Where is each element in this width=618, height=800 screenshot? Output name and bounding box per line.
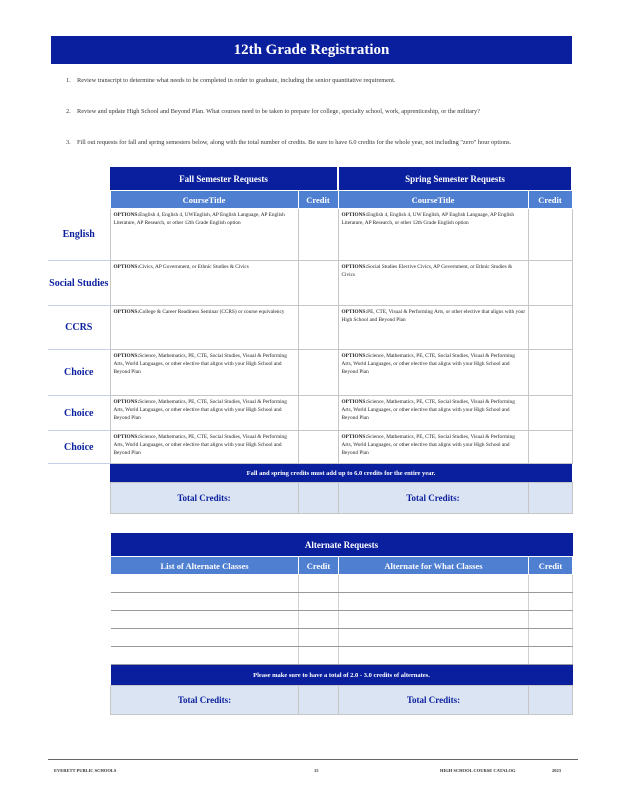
fall-credit-cell[interactable] [298, 261, 338, 306]
alt-list-header: List of Alternate Classes [111, 557, 299, 575]
credits-note: Fall and spring credits must add up to 6.0 credits for the entire year. [110, 464, 572, 483]
page-title: 12th Grade Registration [51, 36, 572, 64]
alt-credit-cell[interactable] [529, 593, 573, 611]
alternate-header: Alternate Requests [111, 533, 573, 557]
alt-for-cell[interactable] [339, 647, 529, 665]
fall-credit-cell[interactable] [298, 396, 338, 431]
alt-credit-cell[interactable] [529, 647, 573, 665]
spring-total-credits-field[interactable] [528, 483, 572, 514]
spring-course-cell[interactable]: OPTIONS:Science, Mathematics, PE, CTE, Social Studies, Visual & Performing Arts, World Languages, or other elective that aligns with your High School and Beyond Plan [338, 350, 528, 396]
alt-class-cell[interactable] [111, 629, 299, 647]
alt-class-cell[interactable] [111, 593, 299, 611]
instruction-3: 3. Fill out requests for fall and spring semesters below, along with the total number of credits. Be sure to have 6.0 credits for the whole year, not including "zero" hour options. [66, 139, 512, 146]
alt-for-cell[interactable] [339, 611, 529, 629]
instruction-1: 1. Review transcript to determine what needs to be completed in order to graduate, including the senior quantitative requirement. [66, 77, 396, 84]
fall-header: Fall Semester Requests [110, 167, 338, 191]
table-row [48, 261, 572, 306]
spring-credit-cell[interactable] [528, 209, 572, 261]
fall-course-cell[interactable]: OPTIONS:English 4, English 4, UWEnglish, AP English Language, AP English Literature, AP Research, or other 12th Grade English option [110, 209, 298, 261]
spring-course-cell[interactable]: OPTIONS:English 4, English 4, UW English, AP English Language, AP English Literature, AP Research, or other 12th Grade English option [338, 209, 528, 261]
fall-credit-cell[interactable] [298, 209, 338, 261]
alt-credit-cell[interactable] [299, 647, 339, 665]
alt-credit-cell[interactable] [299, 611, 339, 629]
spring-course-cell[interactable]: OPTIONS:Social Studies Elective Civics, AP Government, or Ethnic Studies & Civics [338, 261, 528, 306]
subject-label: English [48, 209, 110, 261]
fall-credit-cell[interactable] [298, 431, 338, 464]
footer-district: EVERETT PUBLIC SCHOOLS [54, 768, 117, 773]
instruction-2: 2. Review and update High School and Beyond Plan. What courses need to be taken to prepare for college, specialty school, work, apprenticeship, or the military? [66, 108, 480, 115]
alt-total-credits-label: Total Credits: [111, 686, 299, 715]
fall-course-cell[interactable]: OPTIONS:Science, Mathematics, PE, CTE, Social Studies, Visual & Performing Arts, World Languages, or other elective that aligns with your High School and Beyond Plan [110, 431, 298, 464]
semester-requests-table [48, 167, 573, 514]
alt-for-cell[interactable] [339, 629, 529, 647]
table-row [48, 350, 572, 396]
table-row [111, 611, 573, 629]
spring-credit-header: Credit [528, 191, 572, 209]
footer-catalog: HIGH SCHOOL COURSE CATALOG [440, 768, 516, 773]
table-row [111, 593, 573, 611]
alt-credit-header: Credit [299, 557, 339, 575]
fall-course-cell[interactable]: OPTIONS:Science, Mathematics, PE, CTE, Social Studies, Visual & Performing Arts, World Languages, or other elective that aligns with your High School and Beyond Plan [110, 350, 298, 396]
subject-label: Choice [48, 350, 110, 396]
table-row [111, 629, 573, 647]
alt-total-credits-field[interactable] [299, 686, 339, 715]
fall-total-credits-label: Total Credits: [110, 483, 298, 514]
alt-for-cell[interactable] [339, 575, 529, 593]
spring-course-title-header: CourseTitle [338, 191, 528, 209]
fall-credit-header: Credit [298, 191, 338, 209]
footer-divider [48, 759, 578, 760]
alt-class-cell[interactable] [111, 647, 299, 665]
alt-credit-cell[interactable] [299, 629, 339, 647]
fall-course-title-header: CourseTitle [110, 191, 298, 209]
alt-credit-cell[interactable] [299, 575, 339, 593]
spring-course-cell[interactable]: OPTIONS:PE, CTE, Visual & Performing Arts, or other elective that aligns with your High School and Beyond Plan [338, 306, 528, 350]
alt-class-cell[interactable] [111, 575, 299, 593]
table-row [48, 431, 572, 464]
alt-credit-cell[interactable] [299, 593, 339, 611]
alternates-note: Please make sure to have a total of 2.0 - 3.0 credits of alternates. [111, 665, 573, 686]
fall-course-cell[interactable]: OPTIONS:Civics, AP Government, or Ethnic Studies & Civics [110, 261, 298, 306]
subject-label: Social Studies [48, 261, 110, 306]
subject-label: Choice [48, 396, 110, 431]
table-row [111, 575, 573, 593]
alt-credit-cell[interactable] [529, 611, 573, 629]
table-row [48, 396, 572, 431]
table-row [48, 306, 572, 350]
alt-total-credits-label-2: Total Credits: [339, 686, 529, 715]
spring-course-cell[interactable]: OPTIONS:Science, Mathematics, PE, CTE, Social Studies, Visual & Performing Arts, World Languages, or other elective that aligns with your High School and Beyond Plan [338, 431, 528, 464]
fall-credit-cell[interactable] [298, 306, 338, 350]
footer-page-number: 15 [314, 768, 319, 773]
alt-credit-cell[interactable] [529, 629, 573, 647]
alt-class-cell[interactable] [111, 611, 299, 629]
spring-header: Spring Semester Requests [338, 167, 572, 191]
alt-credit-header-2: Credit [529, 557, 573, 575]
spring-course-cell[interactable]: OPTIONS:Science, Mathematics, PE, CTE, Social Studies, Visual & Performing Arts, World Languages, or other elective that aligns with your High School and Beyond Plan [338, 396, 528, 431]
fall-total-credits-field[interactable] [298, 483, 338, 514]
table-row [48, 209, 572, 261]
spring-credit-cell[interactable] [528, 350, 572, 396]
alt-total-credits-field-2[interactable] [529, 686, 573, 715]
fall-course-cell[interactable]: OPTIONS:Science, Mathematics, PE, CTE, Social Studies, Visual & Performing Arts, World Languages, or other elective that aligns with your High School and Beyond Plan [110, 396, 298, 431]
fall-course-cell[interactable]: OPTIONS:College & Career Readiness Seminar (CCRS) or course equivalency [110, 306, 298, 350]
spring-credit-cell[interactable] [528, 306, 572, 350]
spring-credit-cell[interactable] [528, 431, 572, 464]
spring-credit-cell[interactable] [528, 396, 572, 431]
alt-for-cell[interactable] [339, 593, 529, 611]
alternate-requests-table [110, 533, 573, 715]
subject-label: Choice [48, 431, 110, 464]
alt-credit-cell[interactable] [529, 575, 573, 593]
fall-credit-cell[interactable] [298, 350, 338, 396]
table-row [111, 647, 573, 665]
subject-label: CCRS [48, 306, 110, 350]
footer-year: 2023 [552, 768, 561, 773]
spring-credit-cell[interactable] [528, 261, 572, 306]
alt-for-header: Alternate for What Classes [339, 557, 529, 575]
spring-total-credits-label: Total Credits: [338, 483, 528, 514]
